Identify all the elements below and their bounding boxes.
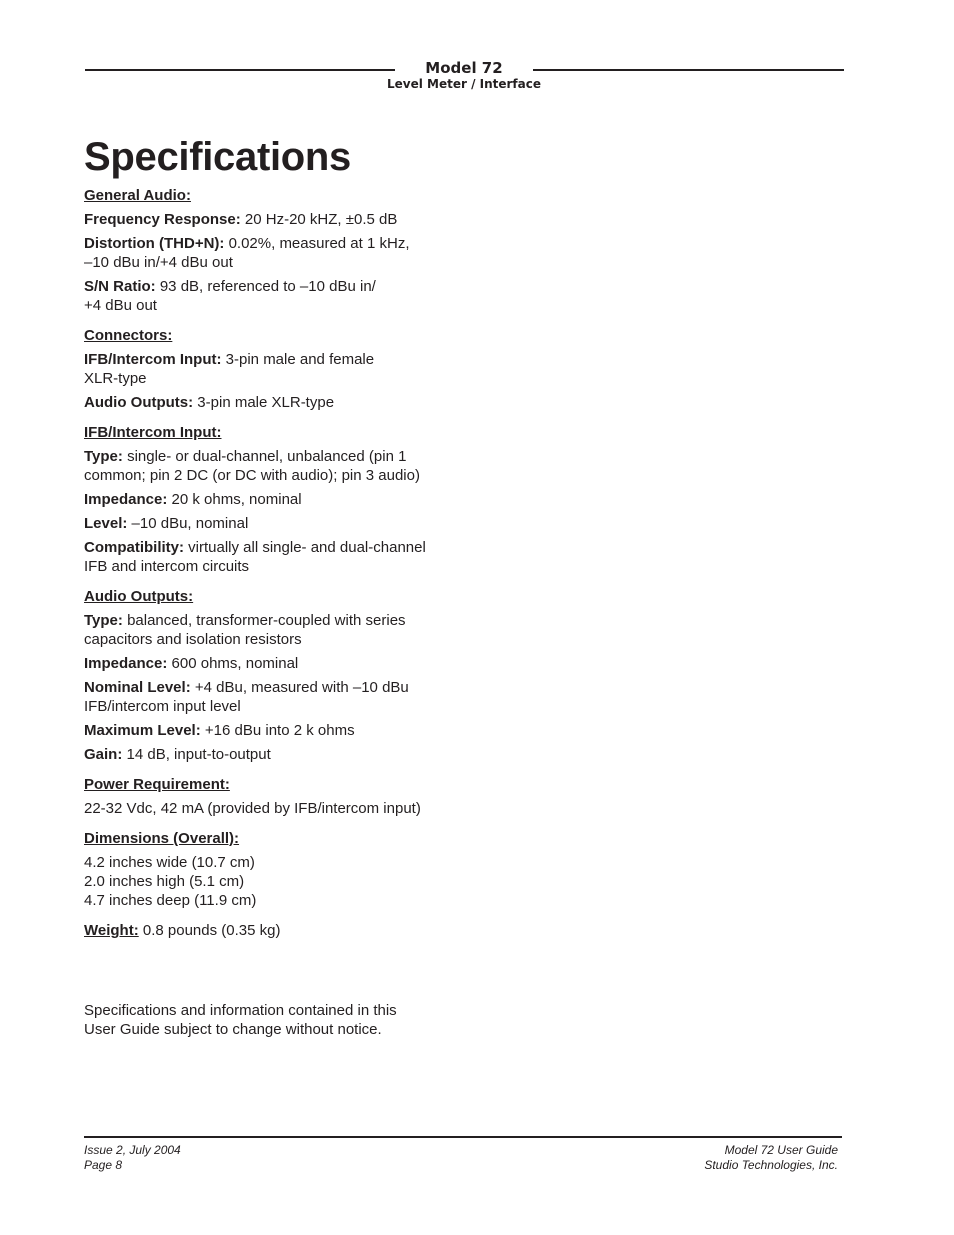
spec-label: Type:: [84, 612, 123, 629]
spec-power-value: 22-32 Vdc, 42 mA (provided by IFB/intercom input): [84, 800, 421, 817]
spec-label: Level:: [84, 515, 128, 532]
spec-dimension-wide: 4.2 inches wide (10.7 cm): [84, 854, 255, 871]
spec-ifb-impedance: [84, 490, 484, 509]
spec-dimension-high: 2.0 inches high (5.1 cm): [84, 873, 245, 890]
footer-left: [84, 1143, 181, 1173]
header-model: Model 72: [425, 59, 503, 77]
spec-label: Nominal Level:: [84, 679, 191, 696]
notice-line: User Guide subject to change without notice.: [84, 1021, 382, 1038]
spec-ifb-intercom-input-connector: [84, 350, 484, 388]
spec-dimensions: [84, 853, 484, 910]
spec-output-impedance: [84, 654, 484, 673]
section-heading-connectors: Connectors:: [84, 327, 173, 344]
spec-audio-outputs-connector: [84, 393, 484, 412]
spec-label: Gain:: [84, 746, 123, 763]
spec-ifb-compatibility: [84, 538, 484, 576]
spec-sn-ratio: [84, 277, 484, 315]
spec-value-cont: –10 dBu in/+4 dBu out: [84, 254, 233, 271]
spec-ifb-type: [84, 447, 484, 485]
spec-value: –10 dBu, nominal: [127, 515, 249, 532]
spec-value: 20 k ohms, nominal: [167, 491, 302, 508]
spec-value: 20 Hz-20 kHZ, ±0.5 dB: [240, 211, 398, 228]
footer-right: [704, 1143, 838, 1173]
spec-label: Impedance:: [84, 655, 168, 672]
spec-value: 0.8 pounds (0.35 kg): [138, 922, 281, 939]
spec-ifb-level: [84, 514, 484, 533]
spec-value: single- or dual-channel, unbalanced (pin 1: [122, 448, 407, 465]
specifications-body: [84, 186, 484, 945]
footer-page-number: Page 8: [84, 1158, 123, 1172]
spec-dimension-deep: 4.7 inches deep (11.9 cm): [84, 892, 257, 909]
spec-value-cont: IFB/intercom input level: [84, 698, 241, 715]
spec-value-cont: capacitors and isolation resistors: [84, 631, 302, 648]
spec-nominal-level: [84, 678, 484, 716]
spec-value: 3-pin male and female: [221, 351, 375, 368]
spec-label: Weight:: [84, 922, 139, 939]
spec-gain: [84, 745, 484, 764]
spec-maximum-level: [84, 721, 484, 740]
spec-label: Frequency Response:: [84, 211, 241, 228]
spec-output-type: [84, 611, 484, 649]
spec-weight: [84, 921, 484, 940]
change-notice: [84, 1001, 484, 1039]
page-title: Specifications: [84, 135, 351, 179]
section-heading-dimensions: Dimensions (Overall):: [84, 830, 240, 847]
spec-frequency-response: [84, 210, 484, 229]
header-rule-right: [533, 69, 844, 71]
section-heading-power-requirement: Power Requirement:: [84, 776, 230, 793]
spec-value-cont: IFB and intercom circuits: [84, 558, 250, 575]
spec-distortion: [84, 234, 484, 272]
spec-label: Audio Outputs:: [84, 394, 194, 411]
footer-rule: [84, 1136, 842, 1138]
spec-label: Distortion (THD+N):: [84, 235, 225, 252]
section-heading-audio-outputs: Audio Outputs:: [84, 588, 194, 605]
header-subtitle: Level Meter / Interface: [386, 77, 542, 91]
spec-value: 14 dB, input-to-output: [122, 746, 271, 763]
footer-issue: Issue 2, July 2004: [84, 1143, 181, 1157]
footer-company: Studio Technologies, Inc.: [704, 1158, 838, 1172]
section-heading-ifb-intercom-input: IFB/Intercom Input:: [84, 424, 222, 441]
spec-value-cont: XLR-type: [84, 370, 147, 387]
section-heading-general-audio: General Audio:: [84, 187, 191, 204]
spec-label: IFB/Intercom Input:: [84, 351, 222, 368]
spec-label: Impedance:: [84, 491, 168, 508]
spec-value-cont: +4 dBu out: [84, 297, 157, 314]
spec-value: 0.02%, measured at 1 kHz,: [224, 235, 410, 252]
spec-value: 600 ohms, nominal: [167, 655, 299, 672]
spec-label: S/N Ratio:: [84, 278, 156, 295]
spec-label: Type:: [84, 448, 123, 465]
spec-value: balanced, transformer-coupled with series: [122, 612, 406, 629]
footer-guide-title: Model 72 User Guide: [724, 1143, 838, 1157]
spec-value: +4 dBu, measured with –10 dBu: [190, 679, 409, 696]
spec-label: Compatibility:: [84, 539, 184, 556]
notice-line: Specifications and information contained in this: [84, 1002, 397, 1019]
spec-label: Maximum Level:: [84, 722, 201, 739]
spec-value: +16 dBu into 2 k ohms: [200, 722, 355, 739]
spec-value: 3-pin male XLR-type: [193, 394, 335, 411]
spec-value: virtually all single- and dual-channel: [184, 539, 426, 556]
header-rule-left: [85, 69, 395, 71]
spec-value-cont: common; pin 2 DC (or DC with audio); pin 3 audio): [84, 467, 420, 484]
spec-value: 93 dB, referenced to –10 dBu in/: [155, 278, 376, 295]
